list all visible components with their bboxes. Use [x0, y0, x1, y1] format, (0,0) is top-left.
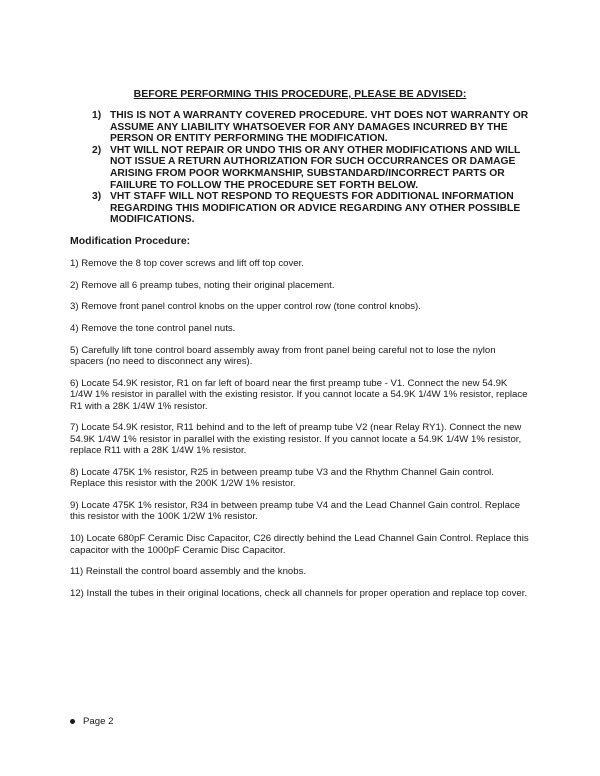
warning-text: VHT WILL NOT REPAIR OR UNDO THIS OR ANY OTHER MODIFICATIONS AND WILL NOT ISSUE A RETURN AUTHORIZATION FOR SUCH OCCURRANCES OR DAMAGE ARISING FROM POOR WORKMANSHIP, SUBSTANDARD/INCORRECT PARTS OR FAIILURE TO FOLLOW THE PROCEDURE SET FORTH BELOW.: [110, 144, 521, 191]
warning-text: THIS IS NOT A WARRANTY COVERED PROCEDURE. VHT DOES NOT WARRANTY OR ASSUME ANY LIABILITY WHATSOEVER FOR ANY DAMAGES INCURRED BY THE PERSON OR ENTITY PERFORMING THE MODIFICATION.: [110, 110, 529, 145]
page-number: Page 2: [83, 716, 114, 727]
warning-number: 2): [92, 144, 102, 156]
procedure-step: 10) Locate 680pF Ceramic Disc Capacitor, C26 directly behind the Lead Channel Gain Control. Replace this capacitor with the 1000pF Ceramic Disc Capacitor.: [70, 533, 529, 556]
advisory-heading: BEFORE PERFORMING THIS PROCEDURE, PLEASE BE ADVISED:: [133, 88, 467, 100]
procedure-step: 3) Remove front panel control knobs on the upper control row (tone control knobs).: [70, 301, 421, 313]
procedure-step: 7) Locate 54.9K resistor, R11 behind and to the left of preamp tube V2 (near Relay RY1). Connect the new 54.9K 1/4W 1% resistor in parallel with the existing resistor. If you cannot locate a 54.9K 1/4W 1% resistor, replace R11 with a 28K 1/4W 1% resistor.: [70, 422, 522, 457]
warning-number: 3): [92, 191, 102, 203]
procedure-step: 1) Remove the 8 top cover screws and lift off top cover.: [70, 258, 304, 269]
warning-item: [92, 110, 532, 145]
bullet-icon: [70, 719, 75, 724]
warning-text: VHT STAFF WILL NOT RESPOND TO REQUESTS FOR ADDITIONAL INFORMATION REGARDING THIS MODIFICATION OR ADVICE REGARDING ANY OTHER POSSIBLE MODIFICATIONS.: [110, 191, 521, 226]
page-footer: [70, 716, 113, 727]
procedure-steps: [70, 258, 530, 610]
procedure-step: 9) Locate 475K 1% resistor, R34 in between preamp tube V4 and the Lead Channel Gain control. Replace this resistor with the 100K 1/2W 1% resistor.: [70, 500, 521, 523]
warning-list: [92, 110, 532, 226]
procedure-step: 2) Remove all 6 preamp tubes, noting their original placement.: [70, 279, 335, 291]
procedure-title: Modification Procedure:: [70, 235, 191, 247]
warning-number: 1): [92, 110, 102, 121]
procedure-step: 8) Locate 475K 1% resistor, R25 in between preamp tube V3 and the Rhythm Channel Gain control. Replace this resistor with the 200K 1/2W 1% resistor.: [70, 466, 494, 490]
procedure-step: 5) Carefully lift tone control board assembly away from front panel being careful not to lose the nylon spacers (no need to disconnect any wires).: [70, 344, 496, 368]
procedure-step: 12) Install the tubes in their original locations, check all channels for proper operation and replace top cover.: [70, 587, 528, 599]
procedure-step: 11) Reinstall the control board assembly and the knobs.: [70, 566, 307, 578]
warning-item: [92, 145, 532, 191]
warning-item: [92, 191, 532, 226]
procedure-step: 6) Locate 54.9K resistor, R1 on far left of board near the first preamp tube - V1. Connect the new 54.9K 1/4W 1% resistor in parallel with the existing resistor. If you cannot locate a 54.9K 1/4W 1% resistor, replace R1 with a 28K 1/4W 1% resistor.: [70, 377, 528, 412]
procedure-step: 4) Remove the tone control panel nuts.: [70, 323, 236, 335]
